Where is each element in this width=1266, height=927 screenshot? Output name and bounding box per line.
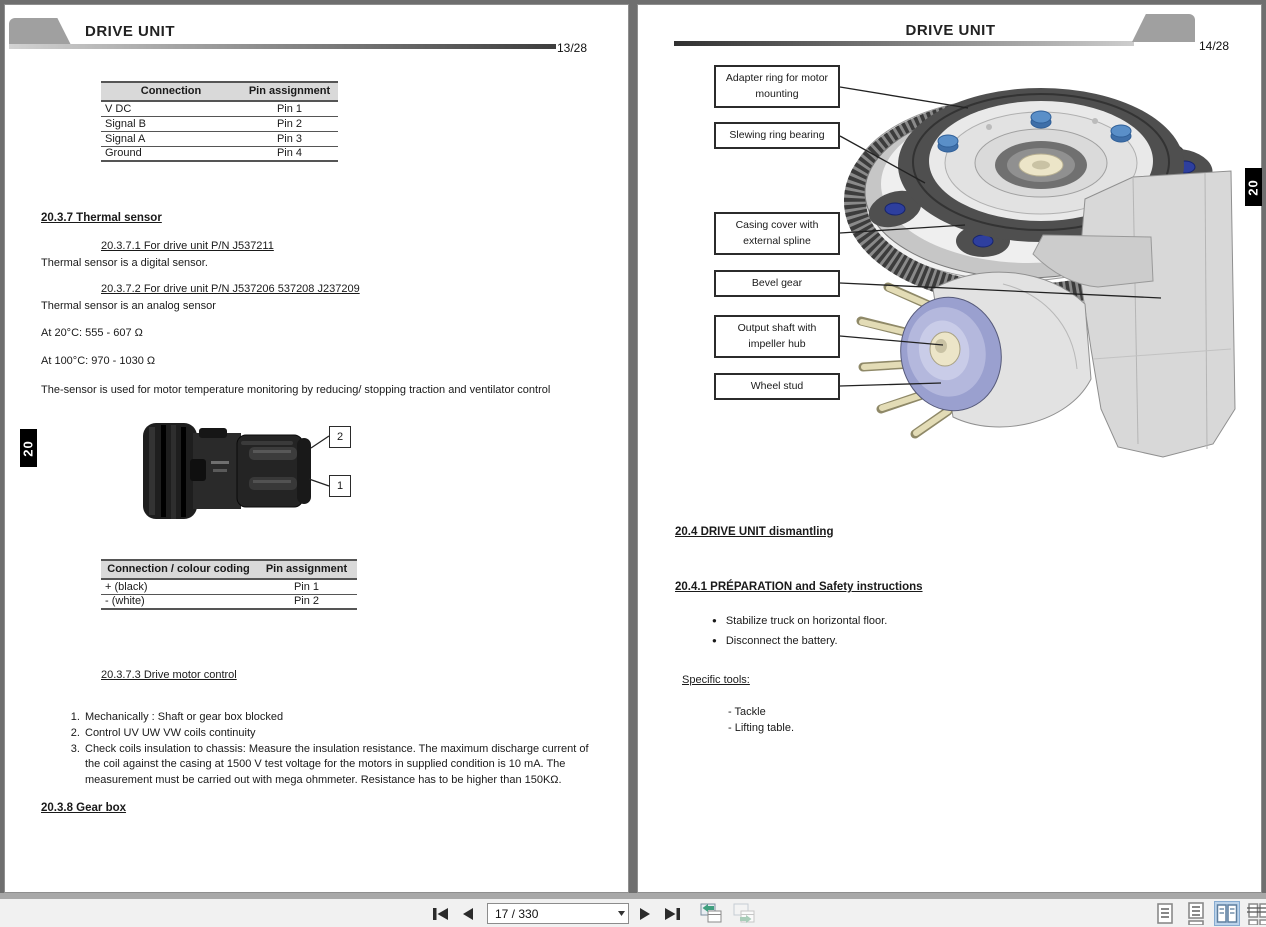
page-title: DRIVE UNIT: [905, 22, 996, 39]
table-cell: Signal B: [101, 116, 241, 131]
safety-bullet-list: [712, 611, 887, 651]
connector-pin-callout-1: [329, 475, 351, 497]
specific-tools-list: [728, 704, 794, 736]
continuous-view-button[interactable]: [1183, 901, 1209, 926]
list-item: 1. Mechanically : Shaft or gear box blocked: [83, 710, 600, 726]
previous-page-icon: [462, 907, 474, 921]
section-bookmark-tab: [20, 429, 37, 467]
table-cell: Signal A: [101, 131, 241, 146]
callout-label: 2: [336, 431, 344, 443]
connector-pin-callout-2: [329, 426, 351, 448]
first-page-icon: [432, 907, 449, 921]
table-cell: Pin 1: [256, 579, 357, 594]
callout-label: Wheel stud: [750, 379, 804, 392]
section-heading-thermal-sensor: 20.3.7 Thermal sensor: [41, 212, 162, 224]
table-cell: Pin 3: [241, 131, 338, 146]
callout-label: Bevel gear: [751, 276, 803, 289]
table-row: [101, 116, 338, 131]
combobox-dropdown-icon[interactable]: [614, 911, 628, 916]
callout-casing-cover: [714, 212, 840, 255]
encoder-pin-table: [101, 81, 338, 162]
section-heading-gear-box: 20.3.8 Gear box: [41, 802, 127, 814]
next-page-button[interactable]: [637, 902, 653, 925]
page-title: DRIVE UNIT: [85, 23, 176, 40]
previous-view-icon: [698, 901, 723, 925]
first-page-button[interactable]: [430, 902, 450, 925]
specific-tools-heading: Specific tools:: [682, 674, 750, 686]
table-row: [101, 131, 338, 146]
list-item: ● Disconnect the battery.: [712, 631, 887, 651]
next-page-icon: [639, 907, 651, 921]
table-cell: Pin 2: [241, 116, 338, 131]
list-item: - Lifting table.: [728, 722, 795, 734]
two-page-continuous-view-button[interactable]: [1246, 901, 1266, 926]
callout-label: Adapter ring for motor mounting: [725, 71, 829, 100]
list-item: 3. Check coils insulation to chassis: Measure the insulation resistance. The maximum discharge current of the coil against the casing at 1500 V test voltage for the motors in supplied condition is 10 mA. The measurement must be carried out with mega ohmmeter. Resistance has to be higher than 150KΩ.: [83, 742, 600, 789]
callout-bevel-gear: [714, 270, 840, 297]
table-cell: Pin 4: [241, 146, 338, 161]
table-row: [101, 594, 357, 609]
subsection-heading: 20.3.7.1 For drive unit P/N J537211: [101, 240, 274, 252]
table-header: Connection: [101, 82, 241, 101]
list-item: - Tackle: [728, 706, 766, 718]
callout-label: 1: [336, 480, 344, 492]
page-number: 14/28: [1199, 39, 1230, 53]
header-rule: [674, 41, 1134, 46]
table-header: Pin assignment: [256, 560, 357, 579]
callout-slewing-ring: [714, 122, 840, 149]
previous-page-button[interactable]: [460, 902, 476, 925]
table-row: [101, 579, 357, 594]
single-page-view-button[interactable]: [1152, 901, 1178, 926]
section-heading-preparation: 20.4.1 PRÉPARATION and Safety instructions: [675, 581, 923, 593]
last-page-button[interactable]: [662, 902, 682, 925]
next-view-button[interactable]: [729, 901, 757, 924]
table-cell: Ground: [101, 146, 241, 161]
two-page-view-button[interactable]: [1214, 901, 1240, 926]
list-item: ● Stabilize truck on horizontal floor.: [712, 611, 887, 631]
document-page-right: [637, 4, 1262, 893]
callout-label: Slewing ring bearing: [729, 128, 825, 141]
thermal-sensor-connector-photo: [141, 417, 319, 527]
table-header: Pin assignment: [241, 82, 338, 101]
page-number-value: 17 / 330: [495, 906, 539, 921]
table-cell: + (black): [101, 579, 256, 594]
section-number: 20: [1246, 178, 1261, 196]
table-cell: V DC: [101, 101, 241, 116]
callout-wheel-stud: [714, 373, 840, 400]
motor-check-list: [61, 710, 600, 789]
table-cell: Pin 1: [241, 101, 338, 116]
viewer-toolbar: [0, 899, 1266, 927]
section-number: 20: [21, 439, 36, 457]
resistance-spec: At 100°C: 970 - 1030 Ω: [41, 355, 156, 367]
page-number-combobox[interactable]: [487, 903, 629, 924]
subsection-heading: 20.3.7.3 Drive motor control: [101, 669, 237, 681]
callout-output-shaft: [714, 315, 840, 358]
paragraph: Thermal sensor is an analog sensor: [41, 300, 216, 312]
table-row: [101, 101, 338, 116]
paragraph: The-sensor is used for motor temperature monitoring by reducing/ stopping traction and ventilator control: [41, 384, 551, 396]
page-number: 13/28: [557, 41, 588, 55]
table-row: [101, 146, 338, 161]
subsection-heading: 20.3.7.2 For drive unit P/N J537206 537208 J237209: [101, 283, 360, 295]
next-view-icon: [731, 901, 756, 925]
paragraph: Thermal sensor is a digital sensor.: [41, 257, 208, 269]
continuous-view-icon: [1186, 902, 1206, 925]
table-header: Connection / colour coding: [101, 560, 256, 579]
section-bookmark-tab: [1245, 168, 1262, 206]
previous-view-button[interactable]: [696, 901, 724, 924]
header-rule: [9, 44, 556, 49]
table-cell: Pin 2: [256, 594, 357, 609]
drive-unit-diagram: [833, 49, 1258, 474]
two-page-continuous-view-icon: [1247, 902, 1266, 925]
callout-label: Casing cover with external spline: [735, 218, 819, 247]
callout-label: Output shaft with impeller hub: [737, 321, 817, 350]
section-heading-dismantling: 20.4 DRIVE UNIT dismantling: [675, 526, 834, 538]
two-page-view-icon: [1216, 903, 1238, 924]
colour-pin-table: [101, 559, 357, 610]
table-cell: - (white): [101, 594, 256, 609]
callout-adapter-ring: [714, 65, 840, 108]
list-item: 2. Control UV UW VW coils continuity: [83, 726, 600, 742]
single-page-view-icon: [1155, 902, 1175, 925]
document-page-left: [4, 4, 629, 893]
resistance-spec: At 20°C: 555 - 607 Ω: [41, 327, 143, 339]
header-tab-shape: [9, 18, 71, 45]
last-page-icon: [664, 907, 681, 921]
